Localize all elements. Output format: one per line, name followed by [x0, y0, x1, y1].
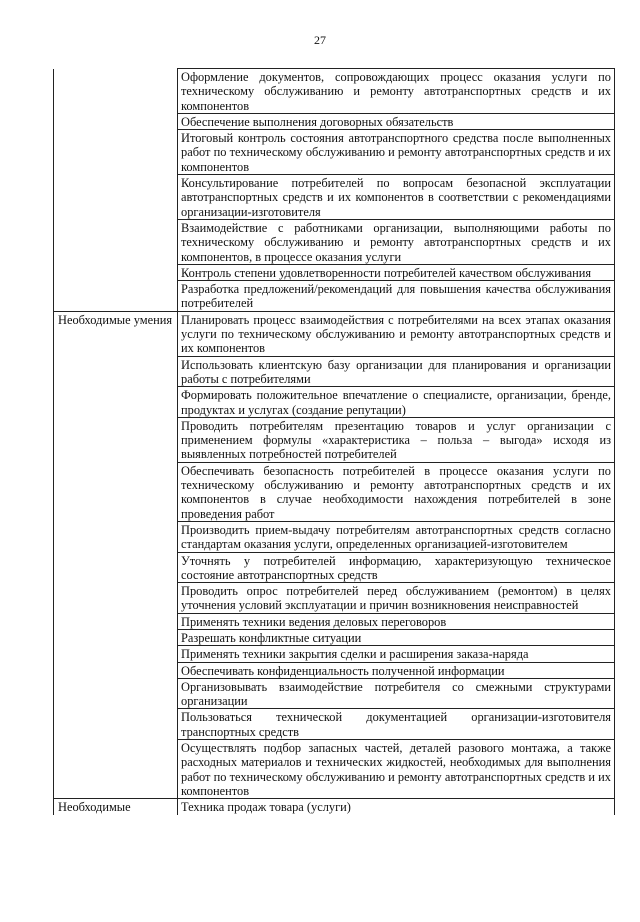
requirement-item: Применять техники ведения деловых переговоров — [178, 613, 615, 629]
requirement-item: Консультирование потребителей по вопросам безопасной эксплуатации автотранспортных средств и их компонентов в соответствии с рекомендациями организации-изготовителя — [178, 175, 615, 220]
requirement-item: Планировать процесс взаимодействия с потребителями на всех этапах оказания услуги по техническому обслуживанию и ремонту автотранспортных средств и их компонентов — [178, 311, 615, 356]
table-row — [54, 799, 615, 815]
requirement-item: Формировать положительное впечатление о специалисте, организации, бренде, продуктах и услугах (создание репутации) — [178, 387, 615, 418]
requirement-item: Разработка предложений/рекомендаций для повышения качества обслуживания потребителей — [178, 281, 615, 312]
requirement-item: Техника продаж товара (услуги) — [178, 799, 615, 815]
requirement-item: Организовывать взаимодействие потребителя со смежными структурами организации — [178, 678, 615, 709]
requirement-item: Использовать клиентскую базу организации для планирования и организации работы с потребителями — [178, 356, 615, 387]
requirement-item: Разрешать конфликтные ситуации — [178, 629, 615, 645]
requirement-item: Проводить опрос потребителей перед обслуживанием (ремонтом) в целях уточнения условий эксплуатации и причин возникновения неисправностей — [178, 583, 615, 614]
requirement-item: Осуществлять подбор запасных частей, деталей разового монтажа, а также расходных материалов и технических жидкостей, необходимых для выполнения работ по техническому обслуживанию и ремонту автотранспортных средств и их компонентов — [178, 740, 615, 799]
requirement-item: Взаимодействие с работниками организации, выполняющими работы по техническому обслуживанию и ремонту автотранспортных средств и их компонентов, в процессе оказания услуги — [178, 219, 615, 264]
requirement-item: Применять техники закрытия сделки и расширения заказа-наряда — [178, 646, 615, 662]
page-number: 27 — [314, 33, 326, 47]
section-label: Необходимые умения — [54, 311, 178, 799]
requirement-item: Производить прием-выдачу потребителям автотранспортных средств согласно стандартам оказания услуги, определенных организацией-изготовителем — [178, 521, 615, 552]
requirement-item: Обеспечение выполнения договорных обязательств — [178, 113, 615, 129]
requirement-item: Итоговый контроль состояния автотранспортного средства после выполненных работ по техническому обслуживанию и ремонту автотранспортных средств и их компонентов — [178, 130, 615, 175]
requirement-item: Обеспечивать безопасность потребителей в процессе оказания услуги по техническому обслуживанию и ремонту автотранспортных средств и их компонентов в случае необходимости нахождения потребителей в зоне проведения работ — [178, 462, 615, 521]
section-label — [54, 69, 178, 312]
section-label: Необходимые — [54, 799, 178, 815]
requirements-table — [53, 68, 615, 815]
requirement-item: Пользоваться технической документацией организации-изготовителя транспортных средств — [178, 709, 615, 740]
requirement-item: Проводить потребителям презентацию товаров и услуг организации с применением формулы «характеристика – польза – выгода» исходя из выявленных потребностей потребителей — [178, 417, 615, 462]
table-row — [54, 311, 615, 356]
requirement-item: Оформление документов, сопровождающих процесс оказания услуги по техническому обслуживанию и ремонту автотранспортных средств и их компонентов — [178, 69, 615, 114]
requirement-item: Обеспечивать конфиденциальность полученной информации — [178, 662, 615, 678]
requirement-item: Контроль степени удовлетворенности потребителей качеством обслуживания — [178, 264, 615, 280]
requirement-item: Уточнять у потребителей информацию, характеризующую техническое состояние автотранспортных средств — [178, 552, 615, 583]
table-row — [54, 69, 615, 114]
